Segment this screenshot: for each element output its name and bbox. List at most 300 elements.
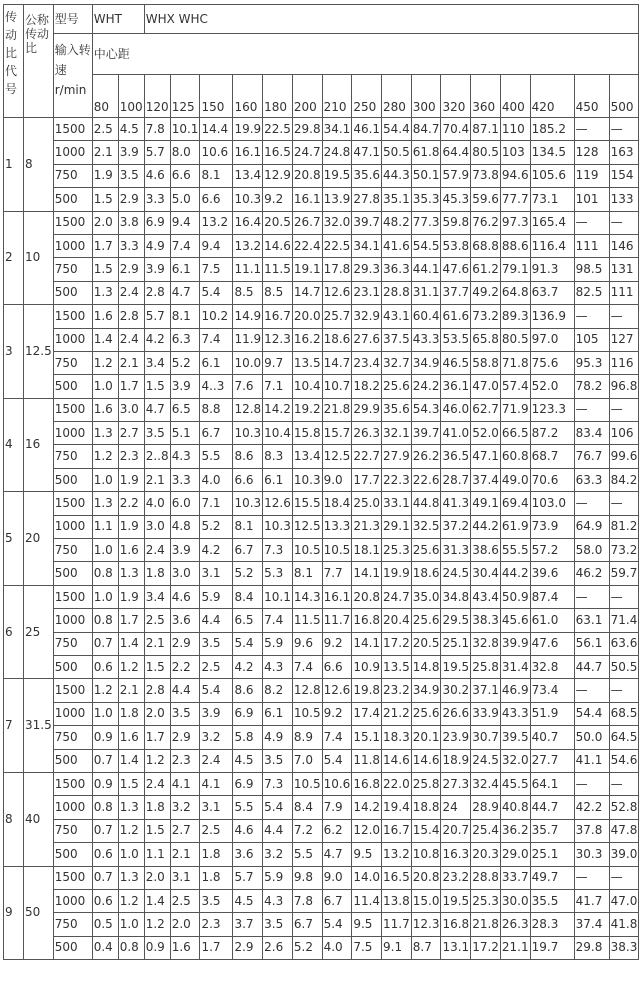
table-cell: 8.8 xyxy=(200,398,233,421)
table-cell: 23.1 xyxy=(352,281,382,304)
table-cell: 12.5 xyxy=(292,515,322,538)
table-cell: 25.6 xyxy=(411,609,441,632)
table-cell: 11.7 xyxy=(322,609,352,632)
table-cell: 10.1 xyxy=(263,585,293,608)
table-cell: 29.8 xyxy=(574,936,609,959)
nominal-ratio: 31.5 xyxy=(24,679,54,773)
table-cell: 8.0 xyxy=(170,141,200,164)
table-cell: 20.3 xyxy=(471,843,501,866)
table-row xyxy=(4,492,639,515)
table-cell: — xyxy=(609,866,639,889)
table-cell: 38.3 xyxy=(471,609,501,632)
table-cell: 6.5 xyxy=(170,398,200,421)
table-cell: 11.4 xyxy=(352,889,382,912)
input-speed: 1000 xyxy=(53,702,92,725)
table-cell: 7.4 xyxy=(263,609,293,632)
table-cell: 27.7 xyxy=(530,749,574,772)
table-row xyxy=(4,234,639,257)
table-cell: 94.6 xyxy=(500,164,530,187)
table-cell: 106 xyxy=(609,422,639,445)
table-cell: 7.5 xyxy=(200,258,233,281)
table-cell: 4.9 xyxy=(144,234,170,257)
table-cell: 10.1 xyxy=(170,118,200,141)
table-cell: 22.5 xyxy=(263,118,293,141)
table-cell: 14.3 xyxy=(292,585,322,608)
table-cell: 25.8 xyxy=(471,655,501,678)
table-cell: 81.2 xyxy=(609,515,639,538)
table-cell: 1.3 xyxy=(92,281,118,304)
table-cell: 50.5 xyxy=(382,141,412,164)
table-row xyxy=(4,843,639,866)
table-cell: 17.2 xyxy=(382,632,412,655)
table-cell: 4.3 xyxy=(170,445,200,468)
table-cell: 24.8 xyxy=(322,141,352,164)
table-cell: 1.1 xyxy=(92,515,118,538)
table-cell: 17.7 xyxy=(352,468,382,491)
table-cell: 0.7 xyxy=(92,819,118,842)
table-cell: 34.1 xyxy=(322,118,352,141)
table-cell: 4.7 xyxy=(144,398,170,421)
table-cell: 2.4 xyxy=(118,281,144,304)
table-cell: 15.8 xyxy=(292,422,322,445)
table-cell: 7.6 xyxy=(233,375,263,398)
table-cell: 29.5 xyxy=(441,609,471,632)
table-cell: 5.9 xyxy=(263,632,293,655)
table-cell: 19.8 xyxy=(352,679,382,702)
table-cell: 27.9 xyxy=(382,445,412,468)
table-row xyxy=(4,351,639,374)
nominal-ratio: 10 xyxy=(24,211,54,305)
table-cell: 37.5 xyxy=(382,328,412,351)
table-cell: 7.8 xyxy=(144,118,170,141)
table-cell: 99.6 xyxy=(609,445,639,468)
table-cell: 103 xyxy=(500,141,530,164)
table-cell: 111 xyxy=(574,234,609,257)
center-distance-value: 300 xyxy=(411,75,441,118)
table-cell: 57.4 xyxy=(500,375,530,398)
table-cell: 10.3 xyxy=(233,492,263,515)
table-cell: 29.1 xyxy=(382,515,412,538)
table-cell: 47.6 xyxy=(441,258,471,281)
table-cell: 17.8 xyxy=(322,258,352,281)
table-cell: 1.2 xyxy=(118,655,144,678)
nominal-ratio: 8 xyxy=(24,118,54,212)
input-speed: 1500 xyxy=(53,118,92,141)
table-cell: 24 xyxy=(441,796,471,819)
table-cell: 37.7 xyxy=(441,281,471,304)
table-cell: 5.7 xyxy=(144,305,170,328)
table-cell: 14.8 xyxy=(411,655,441,678)
table-cell: 15.5 xyxy=(292,492,322,515)
table-cell: — xyxy=(574,866,609,889)
table-cell: — xyxy=(574,492,609,515)
table-cell: 1.4 xyxy=(118,749,144,772)
table-cell: 3.5 xyxy=(263,913,293,936)
table-cell: 2.7 xyxy=(118,422,144,445)
table-cell: 10.0 xyxy=(233,351,263,374)
table-cell: 47.1 xyxy=(471,445,501,468)
table-cell: 14.6 xyxy=(411,749,441,772)
table-cell: 1.6 xyxy=(170,936,200,959)
table-row xyxy=(4,749,639,772)
table-cell: 50.9 xyxy=(500,585,530,608)
table-cell: 14.0 xyxy=(352,866,382,889)
table-cell: 8.5 xyxy=(263,281,293,304)
table-cell: 10.5 xyxy=(292,702,322,725)
table-cell: 78.2 xyxy=(574,375,609,398)
table-cell: 110 xyxy=(500,118,530,141)
table-cell: 19.2 xyxy=(292,398,322,421)
table-cell: 2.2 xyxy=(170,655,200,678)
table-cell: 3.5 xyxy=(144,422,170,445)
table-cell: 9.0 xyxy=(322,468,352,491)
table-cell: 73.9 xyxy=(530,515,574,538)
table-cell: 18.8 xyxy=(411,796,441,819)
table-cell: 1.7 xyxy=(118,609,144,632)
table-cell: 10.2 xyxy=(200,305,233,328)
center-distance-value: 420 xyxy=(530,75,574,118)
table-row xyxy=(4,281,639,304)
table-cell: 47.0 xyxy=(471,375,501,398)
table-cell: 3.5 xyxy=(200,632,233,655)
table-cell: 53.8 xyxy=(441,234,471,257)
input-speed: 750 xyxy=(53,258,92,281)
table-cell: 47.8 xyxy=(609,819,639,842)
table-cell: 14.6 xyxy=(263,234,293,257)
table-cell: 68.8 xyxy=(471,234,501,257)
table-cell: 8.5 xyxy=(233,281,263,304)
table-cell: 0.9 xyxy=(144,936,170,959)
table-cell: 1.2 xyxy=(144,749,170,772)
table-cell: 1.2 xyxy=(144,913,170,936)
table-cell: 1.4 xyxy=(92,328,118,351)
table-cell: 127 xyxy=(609,328,639,351)
table-cell: 25.1 xyxy=(530,843,574,866)
table-row xyxy=(4,422,639,445)
table-cell: 2.4 xyxy=(118,328,144,351)
table-cell: 10.4 xyxy=(263,422,293,445)
table-cell: 12.6 xyxy=(322,679,352,702)
table-cell: 131 xyxy=(609,258,639,281)
table-cell: 7.3 xyxy=(263,772,293,795)
table-cell: 54.6 xyxy=(609,749,639,772)
table-cell: 1.3 xyxy=(118,562,144,585)
table-cell: 1.9 xyxy=(118,515,144,538)
table-row xyxy=(4,515,639,538)
table-cell: 75.6 xyxy=(530,351,574,374)
table-cell: 146 xyxy=(609,234,639,257)
table-cell: 2.1 xyxy=(170,843,200,866)
table-cell: 2.3 xyxy=(170,749,200,772)
table-cell: 9.8 xyxy=(292,866,322,889)
table-cell: — xyxy=(609,398,639,421)
table-cell: 44.2 xyxy=(500,562,530,585)
table-row xyxy=(4,141,639,164)
table-cell: 6.7 xyxy=(322,889,352,912)
ratio-code: 5 xyxy=(4,492,24,586)
table-cell: 16.1 xyxy=(233,141,263,164)
table-cell: 50.0 xyxy=(574,726,609,749)
table-cell: 3.1 xyxy=(200,796,233,819)
input-speed: 1000 xyxy=(53,609,92,632)
table-cell: 71.4 xyxy=(609,609,639,632)
table-row xyxy=(4,468,639,491)
table-cell: 17.2 xyxy=(471,936,501,959)
table-cell: — xyxy=(609,305,639,328)
table-cell: 3.4 xyxy=(144,351,170,374)
table-cell: 34.8 xyxy=(441,585,471,608)
table-cell: 50.5 xyxy=(609,655,639,678)
table-cell: 1.9 xyxy=(92,164,118,187)
table-cell: 105.6 xyxy=(530,164,574,187)
table-cell: 29.8 xyxy=(292,118,322,141)
table-cell: 89.3 xyxy=(500,305,530,328)
table-cell: 19.9 xyxy=(382,562,412,585)
table-cell: 11.5 xyxy=(263,258,293,281)
table-cell: 41.8 xyxy=(609,913,639,936)
table-cell: 8.2 xyxy=(263,679,293,702)
table-cell: 3.9 xyxy=(118,141,144,164)
table-cell: 5.9 xyxy=(200,585,233,608)
table-cell: 6.1 xyxy=(263,468,293,491)
table-cell: 8.1 xyxy=(200,164,233,187)
table-cell: 17.4 xyxy=(352,702,382,725)
table-cell: 1.3 xyxy=(118,796,144,819)
table-cell: 64.9 xyxy=(574,515,609,538)
table-cell: 61.9 xyxy=(500,515,530,538)
center-distance-value: 125 xyxy=(170,75,200,118)
table-cell: 45.3 xyxy=(441,188,471,211)
table-row xyxy=(4,632,639,655)
table-cell: 22.5 xyxy=(322,234,352,257)
table-cell: — xyxy=(609,211,639,234)
input-speed: 500 xyxy=(53,936,92,959)
table-cell: 12.6 xyxy=(263,492,293,515)
input-speed: 1000 xyxy=(53,515,92,538)
table-cell: 8.4 xyxy=(292,796,322,819)
table-cell: 13.5 xyxy=(382,655,412,678)
table-cell: 9.7 xyxy=(263,351,293,374)
table-cell: 49.0 xyxy=(500,468,530,491)
table-cell: 18.4 xyxy=(322,492,352,515)
ratio-code: 6 xyxy=(4,585,24,679)
table-cell: 54.4 xyxy=(382,118,412,141)
table-cell: 25.6 xyxy=(411,539,441,562)
table-cell: 10.6 xyxy=(322,772,352,795)
table-cell: 6.2 xyxy=(322,819,352,842)
table-cell: 1.5 xyxy=(144,819,170,842)
model-header: 型号 xyxy=(53,5,92,34)
table-cell: 13.2 xyxy=(233,234,263,257)
table-cell: 16.8 xyxy=(441,913,471,936)
table-cell: — xyxy=(574,772,609,795)
table-cell: 63.3 xyxy=(574,468,609,491)
table-cell: 24.5 xyxy=(471,749,501,772)
table-cell: 21.8 xyxy=(471,913,501,936)
table-cell: 1.4 xyxy=(118,632,144,655)
table-cell: 2.9 xyxy=(170,632,200,655)
table-cell: 23.9 xyxy=(441,726,471,749)
table-cell: 154 xyxy=(609,164,639,187)
table-cell: 12.0 xyxy=(352,819,382,842)
table-cell: 3.9 xyxy=(200,702,233,725)
input-speed: 750 xyxy=(53,351,92,374)
table-cell: 48.2 xyxy=(382,211,412,234)
table-cell: 8.9 xyxy=(292,726,322,749)
table-cell: 68.5 xyxy=(609,702,639,725)
table-cell: 43.3 xyxy=(411,328,441,351)
table-cell: 1.5 xyxy=(92,258,118,281)
table-cell: 2.5 xyxy=(144,609,170,632)
input-speed: 1500 xyxy=(53,492,92,515)
table-cell: 49.2 xyxy=(471,281,501,304)
table-cell: 25.7 xyxy=(322,305,352,328)
table-cell: 165.4 xyxy=(530,211,574,234)
table-cell: 119 xyxy=(574,164,609,187)
table-cell: 3.8 xyxy=(118,211,144,234)
table-cell: 91.3 xyxy=(530,258,574,281)
table-cell: 35.0 xyxy=(411,585,441,608)
table-cell: 28.3 xyxy=(530,913,574,936)
table-cell: 4.2 xyxy=(144,328,170,351)
table-cell: 123.3 xyxy=(530,398,574,421)
table-cell: 37.8 xyxy=(574,819,609,842)
header-row-distances xyxy=(4,75,639,118)
table-cell: 39.9 xyxy=(500,632,530,655)
table-cell: 36.1 xyxy=(441,375,471,398)
table-cell: 16.2 xyxy=(292,328,322,351)
table-cell: 4.2 xyxy=(200,539,233,562)
table-cell: 25.3 xyxy=(471,889,501,912)
table-cell: 61.2 xyxy=(471,258,501,281)
table-cell: 3.2 xyxy=(263,843,293,866)
table-cell: 36.3 xyxy=(382,258,412,281)
table-cell: 2.8 xyxy=(144,679,170,702)
input-speed: 1000 xyxy=(53,234,92,257)
table-cell: 25.0 xyxy=(352,492,382,515)
table-cell: 20.5 xyxy=(411,632,441,655)
table-cell: 1.4 xyxy=(144,889,170,912)
table-cell: 24.7 xyxy=(292,141,322,164)
table-cell: 65.8 xyxy=(471,328,501,351)
table-cell: 21.8 xyxy=(322,398,352,421)
table-cell: 97.3 xyxy=(500,211,530,234)
table-cell: 1.6 xyxy=(92,398,118,421)
table-cell: 14.1 xyxy=(352,562,382,585)
table-cell: 5.0 xyxy=(170,188,200,211)
table-cell: 76.7 xyxy=(574,445,609,468)
table-cell: 87.4 xyxy=(530,585,574,608)
table-cell: 5.5 xyxy=(200,445,233,468)
table-cell: 5.4 xyxy=(200,679,233,702)
table-cell: 5.4 xyxy=(233,632,263,655)
table-cell: 1.8 xyxy=(144,562,170,585)
table-cell: 58.0 xyxy=(574,539,609,562)
table-cell: 10.6 xyxy=(200,141,233,164)
table-cell: 22.7 xyxy=(352,445,382,468)
table-cell: 12.3 xyxy=(411,913,441,936)
table-cell: 7.3 xyxy=(263,539,293,562)
table-cell: 12.8 xyxy=(292,679,322,702)
table-cell: 7.5 xyxy=(352,936,382,959)
table-cell: 64.5 xyxy=(609,726,639,749)
table-cell: 6.9 xyxy=(233,702,263,725)
table-cell: 61.8 xyxy=(411,141,441,164)
table-cell: 77.3 xyxy=(411,211,441,234)
table-cell: 136.9 xyxy=(530,305,574,328)
table-cell: 134.5 xyxy=(530,141,574,164)
center-distance-value: 400 xyxy=(500,75,530,118)
table-cell: 30.4 xyxy=(471,562,501,585)
table-cell: 2.9 xyxy=(170,726,200,749)
table-cell: 8.3 xyxy=(263,445,293,468)
ratio-code: 3 xyxy=(4,305,24,399)
table-cell: 25.3 xyxy=(382,539,412,562)
table-cell: 8.7 xyxy=(411,936,441,959)
table-cell: 9.1 xyxy=(382,936,412,959)
table-cell: 19.5 xyxy=(441,889,471,912)
table-cell: 39.6 xyxy=(530,562,574,585)
table-row xyxy=(4,305,639,328)
table-cell: 4.4 xyxy=(170,679,200,702)
ratio-code: 1 xyxy=(4,118,24,212)
table-cell: 32.1 xyxy=(382,422,412,445)
table-cell: 1.7 xyxy=(92,234,118,257)
table-cell: 4.7 xyxy=(322,843,352,866)
table-cell: 101 xyxy=(574,188,609,211)
table-cell: 37.4 xyxy=(471,468,501,491)
input-speed: 500 xyxy=(53,655,92,678)
table-cell: 45.5 xyxy=(500,772,530,795)
table-cell: 31.4 xyxy=(500,655,530,678)
table-cell: 32.9 xyxy=(352,305,382,328)
table-cell: 6.6 xyxy=(200,188,233,211)
table-cell: 7.4 xyxy=(322,726,352,749)
table-row xyxy=(4,936,639,959)
table-cell: 13.5 xyxy=(292,351,322,374)
nominal-ratio: 12.5 xyxy=(24,305,54,399)
table-cell: 3.0 xyxy=(170,562,200,585)
table-cell: 12.6 xyxy=(322,281,352,304)
table-cell: 35.1 xyxy=(382,188,412,211)
table-cell: 13.4 xyxy=(292,445,322,468)
table-cell: — xyxy=(609,585,639,608)
table-cell: 4.4 xyxy=(263,819,293,842)
table-row xyxy=(4,118,639,141)
table-cell: 71.9 xyxy=(500,398,530,421)
table-cell: 3.0 xyxy=(144,515,170,538)
table-cell: 58.8 xyxy=(471,351,501,374)
table-row xyxy=(4,398,639,421)
table-cell: 3.1 xyxy=(200,562,233,585)
table-cell: 38.3 xyxy=(609,936,639,959)
table-cell: 16.8 xyxy=(352,609,382,632)
table-cell: 1.9 xyxy=(118,585,144,608)
table-row xyxy=(4,539,639,562)
table-cell: 47.6 xyxy=(530,632,574,655)
input-speed: 750 xyxy=(53,819,92,842)
table-cell: 2.0 xyxy=(144,866,170,889)
table-row xyxy=(4,913,639,936)
table-cell: 68.7 xyxy=(530,445,574,468)
table-cell: 1.8 xyxy=(118,702,144,725)
table-cell: 19.9 xyxy=(233,118,263,141)
table-cell: 9.0 xyxy=(322,866,352,889)
table-cell: 16.1 xyxy=(322,585,352,608)
table-cell: 46.0 xyxy=(441,398,471,421)
nominal-ratio: 40 xyxy=(24,772,54,866)
table-row xyxy=(4,889,639,912)
